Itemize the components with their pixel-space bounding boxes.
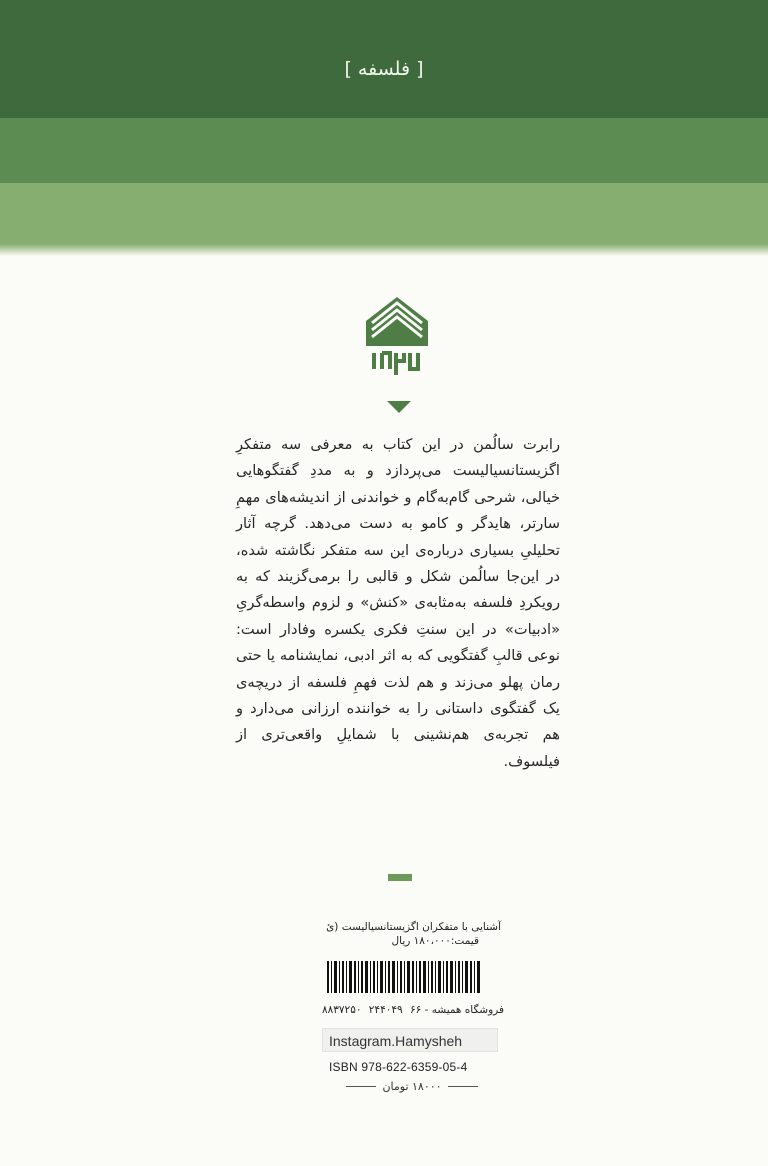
shop-line xyxy=(322,1004,504,1016)
barcode-number: ۲۴۴۰۴۹ xyxy=(368,1004,403,1016)
sticker-title: آشنایی با متفکران اگزیستانسیالیست (ئ xyxy=(326,921,501,933)
header-band-light xyxy=(0,183,768,250)
instagram-handle: Instagram.Hamysheh xyxy=(322,1028,498,1052)
isbn: ISBN 978-622-6359-05-4 xyxy=(329,1060,468,1074)
barcode-icon xyxy=(327,961,483,993)
price-line xyxy=(324,1080,500,1093)
shop-name: فروشگاه همیشه - ۶۶ xyxy=(409,1004,504,1016)
category-label: [ فلسفه ] xyxy=(344,58,424,80)
down-triangle-icon xyxy=(387,401,411,413)
publisher-logo-icon xyxy=(366,297,428,375)
header-band-mid xyxy=(0,118,768,183)
price-rule-left xyxy=(448,1086,478,1087)
sticker-price: قیمت:۱۸۰،۰۰۰ ریال xyxy=(391,935,479,947)
price-value: ۱۸۰۰۰ تومان xyxy=(382,1080,442,1093)
shop-phone: ۸۸۳۷۲۵۰ xyxy=(322,1004,362,1016)
divider-dash xyxy=(388,874,412,881)
back-cover-blurb: رابرت سالُمن در این کتاب به معرفی سه متفکرِ اگزیستانسیالیست می‌پردازد و به مددِ گفتگوهایی خیالی، شرحی گام‌به‌گام و خواندنی از اندیشه‌های مهمِ سارتر، هایدگر و کامو به دست می‌دهد. گرچه آثار تحلیلیِ بسیاری درباره‌ی این سه متفکر نگاشته شده، در این‌جا سالُمن شکل و قالبی را برمی‌گزیند که به رویکردِ فلسفه به‌مثابه‌ی «کنش» و لزوم واسطه‌گریِ «ادبیات» در این سنتِ فکری یکسره وفادار است: نوعی قالبِ گفتگویی که به اثر ادبی، نمایشنامه یا حتی رمان پهلو می‌زند و هم لذت فهمِ فلسفه از دریچه‌ی یک گفتگوی داستانی را به خواننده ارزانی می‌دارد و هم تجربه‌ی هم‌نشینی با شمایلِ واقعی‌تری از فیلسوف. xyxy=(236,436,560,770)
header-band-edge xyxy=(0,244,768,256)
price-rule-right xyxy=(346,1086,376,1087)
